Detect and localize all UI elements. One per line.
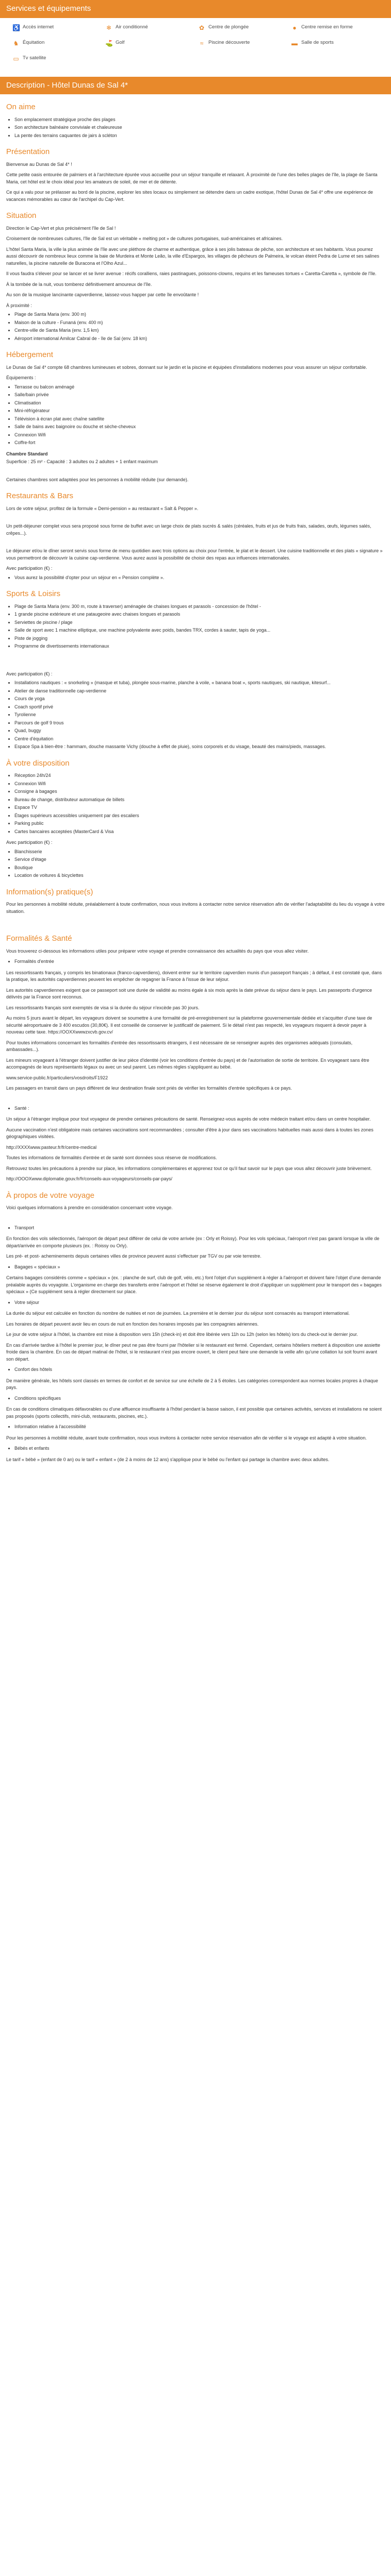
paragraph: En cas d'arrivée tardive à l'hôtel le premier jour, le dîner peut ne pas être fourni par l'hôtelier si le restaurant est fermé. Cependant, certains hôteliers mettent à disposition une assiette froide dans la chambre. En cas de départ matinal de l'hôtel, si le restaurant n'est pas encore ouvert, le client peut faire une demande la veille afin qu'une collation lui soit fourni avant son départ. [6,1342,381,1362]
paragraph: Ce qui a valu pour se prélasser au bord de la piscine, explorer les sites locaux ou simplement se détendre dans un cadre exotique, l'hôtel Dunas de Sal 4* offre une expérience de vacances mémorables au cœur de l'archipel du Cap-Vert. [6,190,373,202]
services-header: Services et équipements [0,0,391,18]
paragraph: Lors de votre séjour, profitez de la formule « Demi-pension » au restaurant « Salt & Pepper ». [6,505,199,511]
list-item: • Programme de divertissements internationaux [14,643,385,650]
list-item: • Quad, buggy [14,727,385,735]
paragraph: Les mineurs voyageant à l'étranger doivent justifier de leur pièce d'identité (voir les conditions d'entrée du pays) et de l'autorisation de sortie de territoire. En voyageant sans être accompagnés de leurs représentants légaux ou avec un seul parent. Les mêmes règles s'appliquent au bébé. [6,1057,369,1070]
service-item [291,23,379,32]
bullet-list [6,849,385,879]
golf-icon: ⛳ [105,39,113,47]
list-item: • Parcours de golf 9 trous [14,720,385,727]
paragraph: Au son de la musique lancinante capverdienne, laissez-vous happer par cette île envoûtante ! [6,292,199,297]
list-item: • Connexion Wifi [14,432,385,439]
list-item: • Espace Spa à bien-être : hammam, douche massante Vichy (douche à effet de pluie), soins corporels et du visage, beauté des mains/pieds, massages. [14,743,385,751]
list-item: • Plage de Santa Maria (env. 300 m) [14,311,385,318]
service-label: Salle de sports [301,40,334,46]
paragraph: www.service-public.fr/particuliers/vosdroits/F1922 [6,1075,108,1080]
service-label: Piscine découverte [208,40,250,46]
bullet-list [6,1299,385,1307]
list-item: • Salle de bains avec baignoire ou douche et sèche-cheveux [14,423,385,431]
service-item [198,23,286,32]
list-item: • Conditions spécifiques [14,1395,385,1402]
paragraph: http://XXXXwww.pasteur.fr/fr/centre-medical [6,1144,97,1150]
list-item: • Information relative à l'accessibilité [14,1423,385,1431]
list-item: • Coach sportif privé [14,704,385,711]
list-label: Avec participation (€) : [6,840,53,845]
bullet-list [6,1105,385,1112]
list-item: • Bureau de change, distributeur automatique de billets [14,796,385,804]
list-item: • 1 grande piscine extérieure et une pataugeoire avec chaises longues et parasols [14,611,385,618]
service-label: Équitation [23,40,45,46]
paragraph: Les autorités capverdiennes exigent que ce passeport soit une durée de validité au moins égale à six mois après la date prévue du séjour dans le pays. Les passeports d'urgence délivrés par la France sont reconnus. [6,987,372,999]
spacer [6,1215,385,1223]
paragraph: Bienvenue au Dunas de Sal 4* ! [6,161,72,167]
list-item: • Mini-réfrigérateur [14,408,385,415]
list-item: • Blanchisserie [14,849,385,856]
paragraph: Certains bagages considérés comme « spéciaux » (ex. : planche de surf, club de golf, vélo, etc.) font l'objet d'un supplément à régler à l'aéroport et doivent faire l'objet d'une demande préalable auprès du voyagiste. L'organisme en charge des transferts entre l'aéroport et l'hôtel se réserve également le droit d'appliquer un supplément pour le transport des « bagages spéciaux » (Ce supplément sera à régler directement sur place. [6,1275,382,1294]
list-item: • Maison de la culture - Funaná (env. 400 m) [14,319,385,327]
paragraph: Aucune vaccination n'est obligatoire mais certaines vaccinations sont recommandées ; consulter d'être à jour dans ses vaccinations habituelles mais aussi dans à toutes les zones géographiques visitées. [6,1127,373,1139]
spacer [6,919,385,926]
service-item [12,39,100,48]
paragraph: Les pré- et post- acheminements depuis certaines villes de province peuvent aussi s'effectuer par TGV ou par voie terrestre. [6,1253,262,1259]
bullet-list [6,1423,385,1431]
services-section [0,18,391,77]
paragraph: Retrouvez toutes les précautions à prendre sur place, les informations complémentaires et apprenez tout ce qu'il faut savoir sur le pays que vous allez découvrir juste brièvement. [6,1165,372,1171]
list-item: • Confort des hôtels [14,1366,385,1374]
dumbbell-icon: ▬ [291,39,298,47]
paragraph: Voici quelques informations à prendre en considération concernant votre voyage. [6,1205,173,1210]
section-heading: Formalités & Santé [6,934,72,943]
snowflake-icon: ❄ [106,24,112,31]
spacer [6,469,385,477]
list-label: Chambre Standard [6,451,48,456]
bullet-list [6,1445,385,1452]
bullet-list [6,680,385,751]
list-item: • Cartes bancaires acceptées (MasterCard & Visa [14,828,385,836]
paragraph: Superficie : 25 m² - Capacité : 3 adultes ou 2 adultes + 1 enfant maximum [6,459,158,464]
paragraph: Pour les personnes à mobilité réduite, préalablement à toute confirmation, nous vous invitons à contacter notre service réservation afin de vérifier l'adaptabilité du lieu du voyage à votre situation. [6,902,385,914]
paragraph: Cette petite oasis entourée de palmiers et à l'architecture épurée vous accueille pour un séjour tranquille et relaxant. À proximité de l'une des belles plages de l'île, la plage de Santa Maria, cet hôtel est le choix idéal pour les amateurs de soleil, de mer et de détente. [6,172,378,184]
spacer [6,540,385,548]
paragraph: Un petit-déjeuner complet vous sera proposé sous forme de buffet avec un large choix de plats sucrés & salés (céréales, fruits et jus de fruits frais, salades, œufs, légumes salés, crêpes...). [6,523,371,536]
list-item: • Parking public [14,820,385,827]
service-item [291,39,379,48]
list-item: • Service d'étage [14,856,385,863]
spacer [6,1096,385,1103]
list-item: • Consigne à bagages [14,788,385,795]
paragraph: Les ressortissants français, y compris les binationaux (franco-capverdiens), doivent entrer sur le territoire capverdien munis d'un passeport français ; à défaut, il est constaté que, dans la pratique, les autorités capverdiennes peuvent les empêcher de regagner la France à l'issue de leur séjour. [6,970,382,982]
list-item: • Connexion Wifi [14,781,385,788]
spacer [6,516,385,523]
list-item: • Formalités d'entrée [14,958,385,965]
paragraph: Le jour de votre séjour à l'hôtel, la chambre est mise à disposition vers 15h (check-in) et doit être libérée vers 11h ou 12h (selon les hôtels) lors du check-out le dernier jour. [6,1332,358,1337]
list-item: • Vous aurez la possibilité d'opter pour un séjour en « Pension complète ». [14,574,385,582]
paragraph: En fonction des vols sélectionnés, l'aéroport de départ peut différer de celui de votre arrivée (ex : Orly et Roissy). Pour les vols spéciaux, l'aéroport n'est pas garanti lorsque la ville de départ/arrivée en comporte plusieurs (ex. : Roissy ou Orly). [6,1236,380,1248]
paragraph: Certaines chambres sont adaptées pour les personnes à mobilité réduite (sur demande). [6,477,189,482]
paragraph: Le Dunas de Sal 4* compte 68 chambres lumineuses et sobres, donnant sur le jardin et la piscine et équipées d'installations modernes pour vous assurer un séjour confortable. [6,364,367,370]
list-item: • Étages supérieurs accessibles uniquement par des escaliers [14,812,385,820]
description-section [0,94,391,1482]
list-item: • Plage de Santa Maria (env. 300 m, route à traverser) aménagée de chaises longues et parasols - concession de l'hôtel - [14,603,385,611]
paragraph: De manière générale, les hôtels sont classés en termes de confort et de service sur une échelle de 2 à 5 étoiles. Les catégories correspondent aux normes locales propres à chaque pays. [6,1378,378,1390]
list-item: • Télévision à écran plat avec chaîne satellite [14,416,385,423]
paragraph: Direction le Cap-Vert et plus précisément l'île de Sal ! [6,225,116,231]
list-item: • Transport [14,1225,385,1232]
list-item: • Santé : [14,1105,385,1112]
section-heading: Hébergement [6,350,53,359]
tennis-icon: ● [292,24,297,31]
paragraph: En cas de conditions climatiques défavorables ou d'une affluence insuffisante à l'hôtel pendant la basse saison, il est possible que certaines activités, services et installations ne soient pas proposés (sports collectifs, mini-club, restaurants, piscines, etc.). [6,1406,382,1419]
list-item: • Piste de jogging [14,635,385,642]
list-item: • Coffre-fort [14,439,385,447]
bullet-list [6,603,385,650]
list-item: • Bagages « spéciaux » [14,1264,385,1271]
section-heading: À votre disposition [6,758,70,768]
service-label: Accès internet [23,24,54,30]
list-item: • Centre d'équitation [14,736,385,743]
section-heading: Situation [6,211,37,220]
paragraph: Pour toutes informations concernant les formalités d'entrée des ressortissants étrangers, il est nécessaire de se renseigner auprès des organismes adéquats (consulats, ambassades...). [6,1040,353,1052]
list-item: • La pente des terrains caquantes de jairs à scléton [14,132,385,140]
paragraph: Le déjeuner et/ou le dîner seront servis sous forme de menu quotidien avec trois options au choix pour l'entrée, le plat et le dessert. Une cuisine traditionnelle et des plats « signature » vous permettront de découvrir la cuisine cap-verdienne. Vous aurez aussi la possibilité de choisir des repas aux influences internationales. [6,548,383,561]
pool-icon: ≈ [200,39,204,47]
list-item: • Terrasse ou balcon aménagé [14,384,385,391]
list-item: • Tyrolienne [14,711,385,719]
paragraph: L'hôtel Santa Maria, la ville la plus animée de l'île avec une pléthore de charme et authentique, grâce à ses jolis bateaux de pêche, son architecture et ses habitants. Vous pourrez aussi découvrir de nombreux lieux comme la baie de Murdeira et Monte Leão, la ville d'Espargos, les villages de pêcheurs de Palmeira, le volcan éteint Pedra de Lume et ses salines naturelles, la piscine naturelle de Buracona et l'Olho Azul... [6,246,380,266]
service-label: Centre de plongée [208,24,249,30]
paragraph: Les passagers en transit dans un pays différent de leur destination finale sont priés de vérifier les formalités d'entrée spécifiques à ce pays. [6,1086,292,1091]
paragraph: Le tarif « bébé » (enfant de 0 an) ou le tarif « enfant » (de 2 à moins de 12 ans) s'applique pour le bébé ou l'enfant qui partage la chambre avec deux adultes. [6,1456,330,1462]
section-heading: À propos de votre voyage [6,1191,94,1200]
horse-icon: ♞ [13,39,19,47]
bullet-list [6,311,385,342]
list-label: Avec participation (€) : [6,566,53,571]
bullet-list [6,384,385,447]
paragraph: Un séjour à l'étranger implique pour tout voyageur de prendre certaines précautions de santé. Renseignez-vous auprès de votre médecin traitant et/ou dans un centre hospitalier. [6,1116,371,1122]
section-heading: Présentation [6,147,50,156]
section-heading: Restaurants & Bars [6,492,74,500]
bullet-list [6,116,385,140]
list-item: • Atelier de danse traditionnelle cap-verdienne [14,688,385,695]
list-item: • Bébés et enfants [14,1445,385,1452]
list-item: • Réception 24h/24 [14,772,385,779]
service-item [105,39,193,48]
list-item: • Votre séjour [14,1299,385,1307]
list-item: • Aéroport international Amilcar Cabral de - île de Sal (env. 18 km) [14,335,385,343]
services-grid [12,23,379,63]
list-item: • Cours de yoga [14,696,385,703]
service-item [198,39,286,48]
service-item [12,54,100,63]
service-label: Centre remise en forme [301,24,353,30]
section-heading: Information(s) pratique(s) [6,887,93,896]
paragraph: La durée du séjour est calculée en fonction du nombre de nuitées et non de journées. La première et le dernier jour du séjour sont consacrés au transport international. [6,1311,350,1316]
list-item: • Son architecture balnéaire conviviale et chaleureuse [14,124,385,131]
service-label: Air conditionné [116,24,148,30]
list-item: • Salle de sport avec 1 machine elliptique, une machine polyvalente avec poids, bandes TRX, cordes à sauter, tapis de yoga... [14,627,385,634]
paragraph: Les horaires de départ peuvent avoir lieu en cours de nuit en fonction des horaires imposés par les compagnies aériennes. [6,1321,259,1327]
paragraph: Croisement de nombreuses cultures, l'île de Sal est un véritable « melting pot » de cultures portugaises, sud-américaines et africaines. [6,236,283,241]
paragraph: Au moins 5 jours avant le départ, les voyageurs doivent se soumettre à une formalité de pré-enregistrement sur la plateforme gouvernementale dédiée et s'acquitter d'une taxe de sécurité aéroportuaire de 3 400 escudos (30,80€). Il est conseillé de conserver le justificatif de paiement. Si le détail n'est pas respecté, les voyageurs risquent à devoir payer à nouveau cette taxe. https://OOXXwwwzxcvb.gov.cv/ [6,1015,372,1035]
list-item: • Espace TV [14,804,385,811]
list-label: À proximité : [6,302,32,308]
section-heading: On aime [6,103,36,111]
service-label: Tv satellite [23,55,46,61]
list-item: • Centre-ville de Santa Maria (env. 1,5 km) [14,327,385,334]
list-item: • Climatisation [14,400,385,407]
bullet-list [6,1225,385,1232]
paragraph: Pour les personnes à mobilité réduite, avant toute confirmation, nous vous invitons à contacter notre service réservation afin de vérifier si le voyage est adapté à votre situation. [6,1435,367,1440]
list-label: Avec participation (€) : [6,671,53,676]
bullet-list [6,958,385,965]
bullet-list [6,574,385,582]
service-item [105,23,193,32]
list-item: • Son emplacement stratégique proche des plages [14,116,385,124]
paragraph: Les ressortissants français sont exemptés de visa si la durée du séjour n'excède pas 30 jours. [6,1005,200,1010]
tv-icon: ▭ [13,55,19,62]
bullet-list [6,772,385,835]
section-heading: Sports & Loisirs [6,589,61,598]
wheelchair-icon: ♿ [12,24,20,31]
paragraph: Il vous faudra s'élever pour se lancer et se livrer avenue : récifs coralliens, raies pastinagues, poissons-clowns, requins et les fameuses tortues « Caretta-Caretta », symbole de l'île. [6,271,377,276]
paragraph: Vous trouverez ci-dessous les informations utiles pour préparer votre voyage et prendre connaissance des actualités du pays que vous allez visiter. [6,948,309,954]
service-label: Golf [116,40,125,46]
list-item: • Installations nautiques : « snorkeling » (masque et tuba), plongée sous-marine, planche à voile, « banana boat », sports nautiques, ski nautique, kitesurf... [14,680,385,687]
service-item [12,23,100,32]
spacer [6,654,385,668]
description-header: Description - Hôtel Dunas de Sal 4* [0,77,391,95]
list-item: • Serviettes de piscine / plage [14,619,385,626]
spa-icon: ✿ [199,24,205,31]
paragraph: http://OOOXwww.diplomatie.gouv.fr/fr/conseils-aux-voyageurs/conseils-par-pays/ [6,1176,172,1181]
list-item: • Salle/bain privée [14,392,385,399]
list-item: • Boutique [14,865,385,872]
paragraph: À la tombée de la nuit, vous tomberez définitivement amoureux de l'île. [6,281,152,287]
bullet-list [6,1395,385,1402]
list-label: Équipements : [6,375,36,380]
bullet-list [6,1264,385,1271]
list-item: • Location de voitures & bicyclettes [14,872,385,879]
paragraph: Toutes les informations de formalités d'entrée et de santé sont données sous réserve de modifications. [6,1155,217,1160]
bullet-list [6,1366,385,1374]
